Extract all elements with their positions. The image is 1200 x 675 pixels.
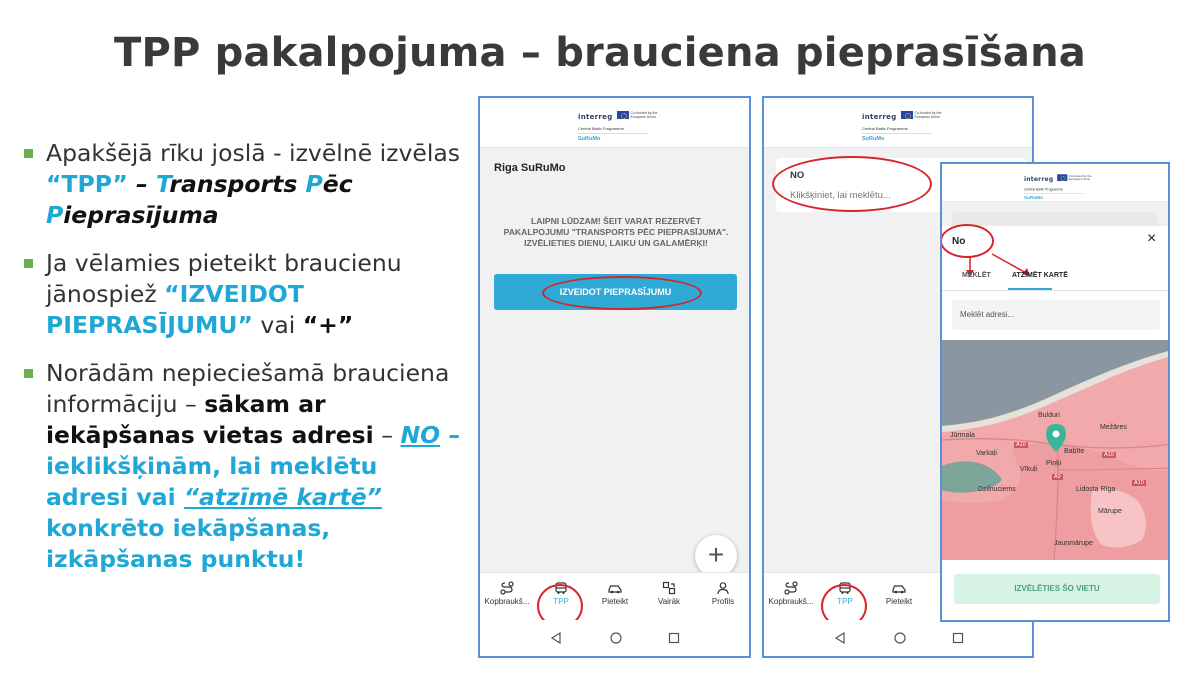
- no-highlight: NO: [400, 421, 441, 449]
- map-label: Jaunmārupe: [1054, 540, 1093, 547]
- eu-text: Co-funded by the European Union: [914, 110, 942, 119]
- tab-meklet[interactable]: MEKLĒT: [962, 272, 991, 279]
- tpp-highlight: “TPP”: [46, 170, 128, 198]
- back-icon[interactable]: [550, 632, 562, 644]
- project-text: SuRuMo: [862, 133, 932, 142]
- tab-atzimet-karte[interactable]: ATZĪMĒT KARTĒ: [1012, 272, 1068, 279]
- search-placeholder: Meklēt adresi...: [960, 310, 1015, 319]
- bold-text: sākam ar iekāpšanas vietas adresi: [46, 390, 374, 449]
- from-label: NO: [790, 170, 805, 181]
- bullet-text: vai: [252, 311, 303, 339]
- bullet-cyan-text: konkrēto iekāpšanas, izkāpšanas punktu!: [46, 514, 331, 573]
- road-badge: A10: [1134, 480, 1144, 486]
- home-icon[interactable]: [610, 632, 622, 644]
- tab-divider: [942, 290, 1168, 291]
- bullet-text: Ja vēlamies pieteikt braucienu jānospiež: [46, 249, 402, 308]
- recents-icon[interactable]: [952, 632, 964, 644]
- eu-text: Co-funded by the European Union: [1068, 174, 1092, 181]
- interreg-text: interreg: [862, 113, 897, 121]
- interreg-logo: [578, 106, 659, 142]
- bottom-nav: [480, 572, 749, 620]
- nav-item-vairak[interactable]: [642, 573, 696, 621]
- letter-p: P: [305, 170, 323, 198]
- nav-label: Kopbraukš...: [768, 597, 814, 606]
- letter-t: T: [155, 170, 170, 198]
- bullet-1: [22, 138, 467, 231]
- word-ieprasijuma: ieprasījuma: [63, 201, 219, 229]
- eu-text: Co-funded by the European Union: [630, 110, 658, 119]
- project-text: SuRuMo: [578, 133, 648, 142]
- map-label: Babīte: [1064, 448, 1085, 455]
- bullet-text: Apakšējā rīku joslā - izvēlnē izvēlas: [46, 139, 461, 167]
- letter-p2: P: [46, 201, 64, 229]
- map-label: Vīkuļi: [1020, 466, 1038, 473]
- app-header: [942, 164, 1168, 202]
- programme-text: Central Baltic Programme: [1024, 187, 1063, 192]
- interreg-text: interreg: [1024, 175, 1054, 183]
- nav-label: Profils: [711, 597, 735, 606]
- nav-label: Vairāk: [657, 597, 681, 606]
- interreg-text: interreg: [578, 113, 613, 121]
- programme-text: Central Baltic Programme: [862, 126, 908, 131]
- car-icon: [891, 581, 907, 595]
- system-nav-bar: [480, 620, 749, 656]
- backdrop: [942, 202, 1168, 226]
- more-icon: [662, 581, 676, 595]
- bullet-2: [22, 248, 467, 341]
- nav-item-profils[interactable]: [696, 573, 750, 621]
- close-icon[interactable]: ×: [1147, 230, 1157, 247]
- map-label: Dzilnuciems: [978, 486, 1016, 493]
- eu-flag-icon: [1057, 174, 1067, 181]
- map-label: Mārupe: [1098, 508, 1122, 515]
- project-text: SuRuMo: [1024, 193, 1084, 201]
- app-header: [764, 98, 1032, 148]
- interreg-logo: [1024, 170, 1092, 201]
- backdrop-card: [952, 212, 1158, 226]
- map-label: Varkaļi: [976, 450, 997, 457]
- bullet-cyan-text: – ieklikšķinām, lai meklētu adresi vai: [46, 421, 461, 511]
- page-heading: Riga SuRuMo: [494, 162, 566, 174]
- nav-item-pieteikt[interactable]: [588, 573, 642, 621]
- nav-label: Pieteikt: [885, 597, 913, 606]
- bullet-text: –: [373, 421, 401, 449]
- route-icon: [784, 581, 798, 595]
- map-label: Lidosta Rīga: [1076, 486, 1116, 493]
- app-header: [480, 98, 749, 148]
- bullet-text: Norādām nepieciešamā brauciena informāciju –: [46, 359, 450, 418]
- road-badge: A10: [1016, 442, 1026, 448]
- home-icon[interactable]: [894, 632, 906, 644]
- dash: –: [127, 170, 156, 198]
- izveidot-highlight: “IZVEIDOT PIEPRASĪJUMU”: [46, 280, 304, 339]
- map-view[interactable]: [942, 340, 1170, 560]
- map-label: Jūrmala: [950, 432, 975, 439]
- word-ec: ēc: [322, 170, 353, 198]
- car-icon: [607, 581, 623, 595]
- route-icon: [500, 581, 514, 595]
- map-label: Bulduri: [1038, 412, 1060, 419]
- add-fab-button[interactable]: +: [695, 535, 737, 577]
- bullet-list: [22, 138, 467, 592]
- road-badge: A10: [1104, 452, 1114, 458]
- bullet-square-icon: [24, 149, 33, 158]
- word-ransports: ransports: [169, 170, 306, 198]
- nav-label: Pieteikt: [601, 597, 629, 606]
- road-badge: A9: [1054, 474, 1061, 480]
- choose-place-button[interactable]: IZVĒLĒTIES ŠO VIETU: [954, 574, 1160, 604]
- plus-highlight: “+”: [302, 311, 354, 339]
- system-nav-bar: [764, 620, 1032, 656]
- nav-label: TPP: [553, 597, 569, 606]
- map-label: Mežāres: [1100, 424, 1127, 431]
- phone-screen-1: [478, 96, 751, 658]
- bullet-square-icon: [24, 259, 33, 268]
- back-icon[interactable]: [834, 632, 846, 644]
- create-request-button[interactable]: IZVEIDOT PIEPRASĪJUMU: [494, 274, 737, 310]
- from-placeholder: Klikšķiniet, lai meklētu...: [790, 190, 891, 201]
- eu-flag-icon: [901, 111, 913, 119]
- nav-item-kopbrauksana[interactable]: [764, 573, 818, 621]
- recents-icon[interactable]: [668, 632, 680, 644]
- nav-label: Kopbraukš...: [484, 597, 530, 606]
- annotation-arrows: [942, 252, 1170, 286]
- slide-title: TPP pakalpojuma – brauciena pieprasīšana: [114, 30, 1086, 76]
- user-icon: [716, 581, 730, 595]
- bullet-square-icon: [24, 369, 33, 378]
- address-search-input[interactable]: [952, 300, 1160, 330]
- from-label: No: [952, 236, 966, 247]
- programme-text: Central Baltic Programme: [578, 126, 624, 131]
- atzime-highlight: “atzīmē kartē”: [183, 483, 382, 511]
- welcome-text: LAIPNI LŪDZAM! ŠEIT VARAT REZERVĒT PAKALPOJUMU "TRANSPORTS PĒC PIEPRASĪJUMA". IZVĒLIETIES DIENU, LAIKU UN GALAMĒRĶI!: [503, 216, 729, 248]
- phone-screen-3: [940, 162, 1170, 622]
- bullet-3: [22, 358, 467, 575]
- interreg-logo: [862, 106, 943, 142]
- eu-flag-icon: [617, 111, 629, 119]
- highlight-circle: [542, 276, 702, 310]
- nav-item-kopbrauksana[interactable]: [480, 573, 534, 621]
- map-label: Piņķi: [1046, 460, 1062, 467]
- highlight-circle: [772, 156, 932, 212]
- nav-label: TPP: [837, 597, 853, 606]
- nav-item-pieteikt[interactable]: [872, 573, 926, 621]
